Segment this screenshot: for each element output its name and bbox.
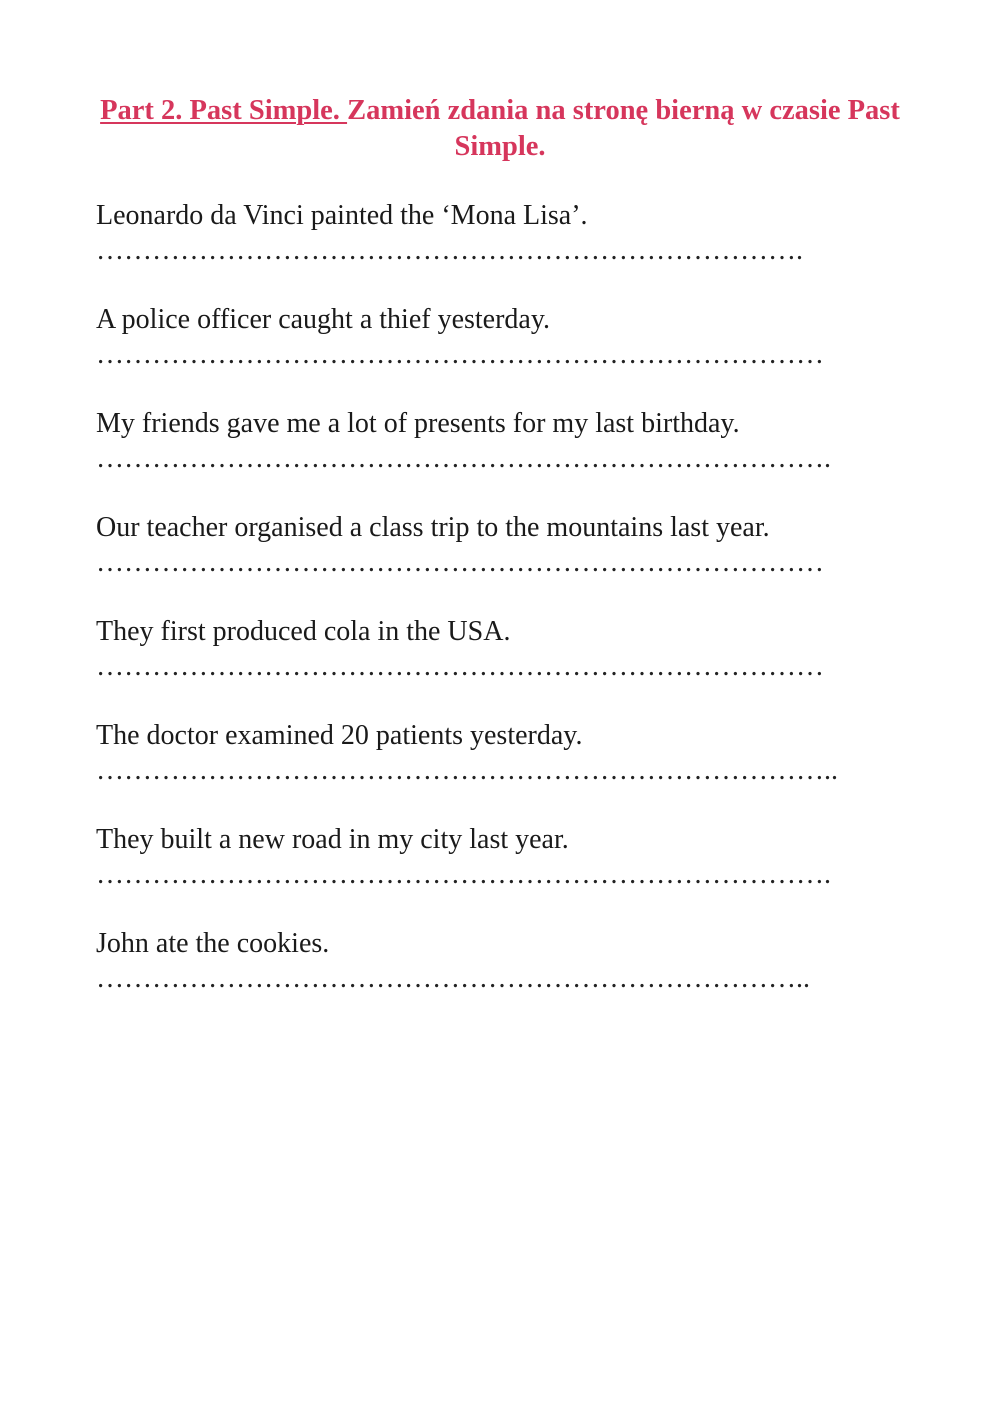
exercise-item: [96, 822, 926, 926]
exercise-sentence: Our teacher organised a class trip to the mountains last year.: [96, 512, 770, 543]
answer-line[interactable]: ……………………………………………………………………: [96, 339, 824, 370]
exercise-sentence: John ate the cookies.: [96, 928, 330, 959]
exercise-item: [96, 510, 926, 614]
exercise-sentence: The doctor examined 20 patients yesterday.: [96, 720, 583, 751]
answer-line[interactable]: ……………………………………………………………………: [96, 651, 824, 682]
exercise-sentence: A police officer caught a thief yesterday.: [96, 304, 551, 335]
exercise-item: [96, 406, 926, 510]
exercise-item: [96, 718, 926, 822]
exercise-list: [96, 198, 926, 1030]
answer-line[interactable]: ……………………………………………………………………: [96, 547, 824, 578]
exercise-sentence: They built a new road in my city last year.: [96, 824, 569, 855]
exercise-item: [96, 198, 926, 302]
exercise-item: [96, 302, 926, 406]
answer-line[interactable]: …………………………………………………………………….: [96, 859, 831, 890]
answer-line[interactable]: …………………………………………………………………..: [96, 963, 810, 994]
answer-line[interactable]: ………………………………………………………………….: [96, 235, 803, 266]
exercise-sentence: They first produced cola in the USA.: [96, 616, 511, 647]
exercise-sentence: Leonardo da Vinci painted the ‘Mona Lisa’.: [96, 200, 588, 231]
instruction-text: Zamień zdania na stronę bierną w czasie Past Simple.: [347, 95, 900, 162]
answer-line[interactable]: ……………………………………………………………………..: [96, 755, 838, 786]
exercise-item: [96, 926, 926, 1030]
part-label: Part 2. Past Simple.: [100, 95, 348, 126]
worksheet-heading: [95, 93, 905, 165]
exercise-item: [96, 614, 926, 718]
answer-line[interactable]: …………………………………………………………………….: [96, 443, 831, 474]
exercise-sentence: My friends gave me a lot of presents for my last birthday.: [96, 408, 740, 439]
